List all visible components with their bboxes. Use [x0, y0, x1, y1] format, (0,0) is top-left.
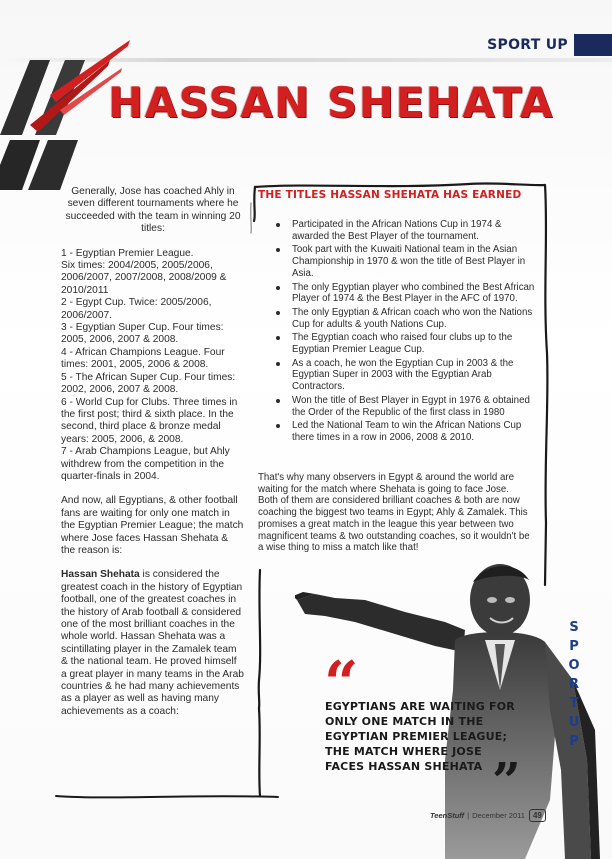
list-item: The Egyptian coach who raised four clubs up to the Egyptian Premier League Cup.	[276, 332, 538, 355]
page-number: 49	[529, 809, 546, 822]
list-item: Participated in the African Nations Cup in 1974 & awarded the Best Player of the tournament.	[276, 219, 538, 242]
left-column	[61, 186, 245, 730]
list-item: The only Egyptian & African coach who won the Nations Cup for adults & youth Nations Cup.	[276, 307, 538, 330]
section-tag-label: SPORT UP	[487, 37, 568, 53]
footer-separator: |	[467, 811, 470, 820]
intro-paragraph: Generally, Jose has coached Ahly in seven different tournaments where he succeeded with the team in winning 20 titles:	[65, 186, 241, 235]
title-line: Six times: 2004/2005, 2005/2006, 2006/2007, 2007/2008, 2008/2009 & 2010/2011	[61, 260, 227, 296]
list-item: As a coach, he won the Egyptian Cup in 2003 & the Egyptian Super in 2003 with the Egyptian Arab Contractors.	[276, 358, 538, 393]
pull-quote: EGYPTIANS ARE WAITING FOR ONLY ONE MATCH IN THE EGYPTIAN PREMIER LEAGUE; THE MATCH WHERE JOSE FACES HASSAN SHEHATA	[325, 700, 515, 773]
shehata-name: Hassan Shehata	[61, 569, 140, 581]
page-footer	[430, 809, 546, 822]
vertical-letter: S	[569, 620, 579, 635]
vertical-letter: P	[569, 734, 579, 749]
titles-block	[61, 248, 245, 484]
issue-date: December 2011	[472, 811, 525, 820]
titles-heading: THE TITLES HASSAN SHEHATA HAS EARNED	[258, 189, 522, 201]
vertical-letter: P	[569, 639, 579, 654]
paragraph-shehata	[61, 569, 245, 718]
frame-left-bottom	[240, 560, 270, 710]
page-title: HASSAN SHEHATA	[108, 78, 554, 127]
magazine-name: TeenStuff	[430, 811, 465, 820]
section-tag	[487, 34, 612, 56]
title-line: 7 - Arab Champions League, but Ahly withdrew from the competition in the quarter-finals in 2004.	[61, 446, 230, 482]
shehata-description: is considered the greatest coach in the history of Egyptian football, one of the greatest coaches in the history of Arab football & considered one of the most brilliant coaches in the whole world. Hassan Shehata was a scintillating player in the Zamalek team & the national team. He proved himself a great player in many teams in the Arab countries & he had many achievements as a player as well as having many achievements as a coach:	[61, 569, 244, 717]
vertical-letter: R	[568, 677, 579, 692]
list-item: Took part with the Kuwaiti National team in the Asian Championship in 1970 & won the title of Best Player in Asia.	[276, 244, 538, 279]
titles-list	[276, 219, 538, 446]
title-line: 2 - Egypt Cup. Twice: 2005/2006, 2006/2007.	[61, 297, 212, 321]
title-line: 4 - African Champions League. Four times: 2001, 2005, 2006 & 2008.	[61, 346, 225, 371]
title-line: 6 - World Cup for Clubs. Three times in the first post; third & sixth place. In the second, third place & bronze medal years: 2005, 2006, & 2008.	[61, 396, 238, 445]
frame-bottom-line	[52, 700, 282, 810]
section-tag-bar	[574, 34, 612, 56]
title-line: 5 - The African Super Cup. Four times: 2002, 2006, 2007 & 2008.	[61, 371, 236, 396]
quote-close-mark: ”	[492, 751, 521, 810]
quote-open-mark: “	[324, 649, 359, 719]
list-item: Won the title of Best Player in Egypt in 1976 & obtained the Order of the Republic of the first class in 1980	[276, 395, 538, 418]
list-item: The only Egyptian player who combined the Best African Player of 1974 & the Best Player in the AFC of 1970.	[276, 282, 538, 305]
paragraph-waiting: And now, all Egyptians, & other football fans are waiting for only one match in the Egyptian Premier League; the match where Jose faces Hassan Shehata & the reason is:	[61, 495, 244, 556]
conclusion-paragraph: That's why many observers in Egypt & around the world are waiting for the match where Shehata is going to face Jose. Both of them are considered brilliant coaches & both are now coaching the biggest two teams in Egypt; Ahly & Zamalek. This promises a great match in the league this year between two magnificent teams & two outstanding coaches, so it wouldn't be a wise thing to miss a match like that!	[258, 472, 530, 554]
vertical-letter: O	[568, 658, 580, 673]
vertical-letter: T	[569, 696, 579, 711]
title-line: 3 - Egyptian Super Cup. Four times: 2005, 2006, 2007 & 2008.	[61, 322, 224, 346]
vertical-letter: U	[568, 715, 580, 730]
vertical-sport-up-label	[566, 618, 582, 751]
title-line: 1 - Egyptian Premier League.	[61, 247, 194, 259]
list-item: Led the National Team to win the African Nations Cup there times in a row in 2006, 2008 & 2010.	[276, 420, 538, 443]
